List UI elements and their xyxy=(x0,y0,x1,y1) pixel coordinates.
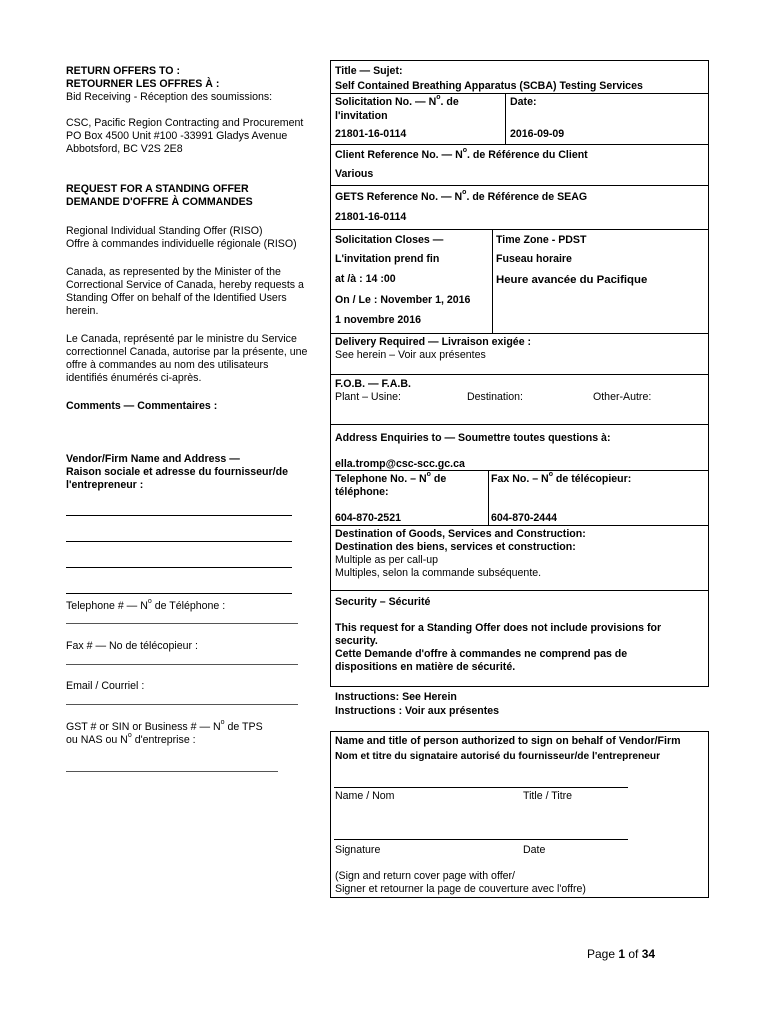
fob-other: Other-Autre: xyxy=(593,391,652,403)
riso-en: Regional Individual Standing Offer (RISO) xyxy=(66,225,263,237)
divider-vertical xyxy=(488,470,489,525)
gets-value: 21801-16-0114 xyxy=(335,211,407,223)
contact-email[interactable]: ella.tromp@csc-scc.gc.ca xyxy=(335,458,465,470)
authorization-title-en: Name and title of person authorized to sign on behalf of Vendor/Firm xyxy=(335,735,681,747)
security-text-4: dispositions en matière de sécurité. xyxy=(335,661,516,673)
telephone-no-label-fr: téléphone: xyxy=(335,486,389,498)
name-label: Name / Nom xyxy=(335,790,395,802)
divider xyxy=(330,525,709,526)
canada-en-2: Correctional Service of Canada, hereby requests a xyxy=(66,279,304,291)
signature-line[interactable] xyxy=(334,839,628,840)
page-number: Page 1 of 34 xyxy=(587,947,656,961)
divider-vertical xyxy=(505,93,506,144)
divider xyxy=(330,229,709,230)
vendor-line-2[interactable] xyxy=(66,541,292,542)
divider xyxy=(330,185,709,186)
canada-fr-2: correctionnel Canada, autorise par la présente, une xyxy=(66,346,308,358)
vendor-line-1[interactable] xyxy=(66,515,292,516)
telephone-label: Telephone # — $N^o$ de Téléphone : xyxy=(66,598,226,612)
fax-label: Fax # — No de télécopieur : xyxy=(66,640,198,652)
divider-vertical xyxy=(492,229,493,333)
destination-value-en: Multiple as per call-up xyxy=(335,554,439,566)
telephone-line[interactable] xyxy=(66,623,298,624)
date-label-sign: Date xyxy=(523,844,546,856)
closes-label-en: Solicitation Closes — xyxy=(335,234,444,246)
canada-fr-4: identifiés énumérés ci-après. xyxy=(66,372,202,384)
divider xyxy=(330,144,709,145)
return-title-fr: RETOURNER LES OFFRES À : xyxy=(66,78,220,90)
return-title-en: RETURN OFFERS TO : xyxy=(66,65,180,77)
vendor-label-3: l'entrepreneur : xyxy=(66,479,144,491)
address-line-2: PO Box 4500 Unit #100 -33991 Gladys Avenue xyxy=(66,130,288,142)
fax-line[interactable] xyxy=(66,664,298,665)
canada-en-4: herein. xyxy=(66,305,99,317)
solicitation-label: Solicitation No. — $N^o$. de xyxy=(335,94,459,108)
divider xyxy=(330,374,709,375)
closes-date-fr: 1 novembre 2016 xyxy=(335,314,421,326)
vendor-label-1: Vendor/Firm Name and Address — xyxy=(66,453,240,465)
email-line[interactable] xyxy=(66,704,298,705)
destination-label-en: Destination of Goods, Services and Construction: xyxy=(335,528,586,540)
canada-fr-1: Le Canada, représenté par le ministre du Service xyxy=(66,333,297,345)
telephone-no-value: 604-870-2521 xyxy=(335,512,401,524)
delivery-value: See herein – Voir aux présentes xyxy=(335,349,486,361)
canada-en-1: Canada, as represented by the Minister of the xyxy=(66,266,281,278)
title-label-sign: Title / Titre xyxy=(523,790,573,802)
security-text-3: Cette Demande d'offre à commandes ne comprend pas de xyxy=(335,648,628,660)
fob-destination: Destination: xyxy=(467,391,523,403)
date-value: 2016-09-09 xyxy=(510,128,565,140)
vendor-line-3[interactable] xyxy=(66,567,292,568)
comments-label: Comments — Commentaires : xyxy=(66,400,218,412)
divider xyxy=(330,470,709,471)
destination-label-fr: Destination des biens, services et construction: xyxy=(335,541,576,553)
riso-fr: Offre à commandes individuelle régionale (RISO) xyxy=(66,238,297,250)
timezone-label: Time Zone - PDST xyxy=(496,234,587,246)
gst-line[interactable] xyxy=(66,771,278,772)
vendor-line-4[interactable] xyxy=(66,593,292,594)
fob-label: F.O.B. — F.A.B. xyxy=(335,378,411,390)
instructions-en: Instructions: See Herein xyxy=(335,691,457,703)
authorization-title-fr: Nom et titre du signataire autorisé du fournisseur/de l'entrepreneur xyxy=(335,751,661,762)
client-ref-value: Various xyxy=(335,168,374,180)
timezone-value: Heure avancée du Pacifique xyxy=(496,274,648,286)
gets-label: GETS Reference No. — $N^o$. de Référence de SEAG xyxy=(335,189,588,203)
destination-value-fr: Multiples, selon la commande subséquente. xyxy=(335,567,542,579)
email-label: Email / Courriel : xyxy=(66,680,145,692)
fax-no-value: 604-870-2444 xyxy=(491,512,557,524)
solicitation-label-fr: l'invitation xyxy=(335,110,388,122)
fob-plant: Plant – Usine: xyxy=(335,391,401,403)
gst-label-1: GST # or SIN or Business # — $N^o$ de TPS xyxy=(66,719,263,733)
vendor-label-2: Raison sociale et adresse du fournisseur/de xyxy=(66,466,288,478)
gst-label-2: ou NAS ou $N^o$ d'entreprise : xyxy=(66,732,196,746)
solicitation-number: 21801-16-0114 xyxy=(335,128,407,140)
address-line-1: CSC, Pacific Region Contracting and Procurement xyxy=(66,117,304,129)
canada-fr-3: offre à commandes au nom des utilisateurs xyxy=(66,359,269,371)
divider xyxy=(330,590,709,591)
signature-label: Signature xyxy=(335,844,381,856)
closes-time: at /à : 14 :00 xyxy=(335,273,396,285)
request-title-en: REQUEST FOR A STANDING OFFER xyxy=(66,183,249,195)
divider xyxy=(330,424,709,425)
title-label: Title — Sujet: xyxy=(335,65,403,77)
title-value: Self Contained Breathing Apparatus (SCBA) Testing Services xyxy=(335,80,643,92)
canada-en-3: Standing Offer on behalf of the Identified Users xyxy=(66,292,287,304)
request-title-fr: DEMANDE D'OFFRE À COMMANDES xyxy=(66,196,253,208)
sign-instructions-en: (Sign and return cover page with offer/ xyxy=(335,870,516,882)
divider xyxy=(330,333,709,334)
timezone-label-fr: Fuseau horaire xyxy=(496,253,572,265)
security-label: Security – Sécurité xyxy=(335,596,431,608)
telephone-no-label: Telephone No. – $N^o$ de xyxy=(335,471,447,485)
address-enquiries: Address Enquiries to — Soumettre toutes questions à: xyxy=(335,432,611,444)
closes-label-fr: L'invitation prend fin xyxy=(335,253,440,265)
delivery-label: Delivery Required — Livraison exigée : xyxy=(335,336,532,348)
bid-receiving: Bid Receiving - Réception des soumissions: xyxy=(66,91,273,103)
security-text-2: security. xyxy=(335,635,378,647)
name-title-line[interactable] xyxy=(334,787,628,788)
client-ref-label: Client Reference No. — $N^o$. de Référence du Client xyxy=(335,147,588,161)
divider xyxy=(330,93,709,94)
instructions-fr: Instructions : Voir aux présentes xyxy=(335,705,500,717)
address-line-3: Abbotsford, BC V2S 2E8 xyxy=(66,143,183,155)
date-label: Date: xyxy=(510,96,537,108)
security-text-1: This request for a Standing Offer does not include provisions for xyxy=(335,622,662,634)
fax-no-label: Fax No. – $N^o$ de télécopieur: xyxy=(491,471,632,485)
sign-instructions-fr: Signer et retourner la page de couverture avec l'offre) xyxy=(335,883,586,895)
closes-date-en: On / Le : November 1, 2016 xyxy=(335,294,471,306)
